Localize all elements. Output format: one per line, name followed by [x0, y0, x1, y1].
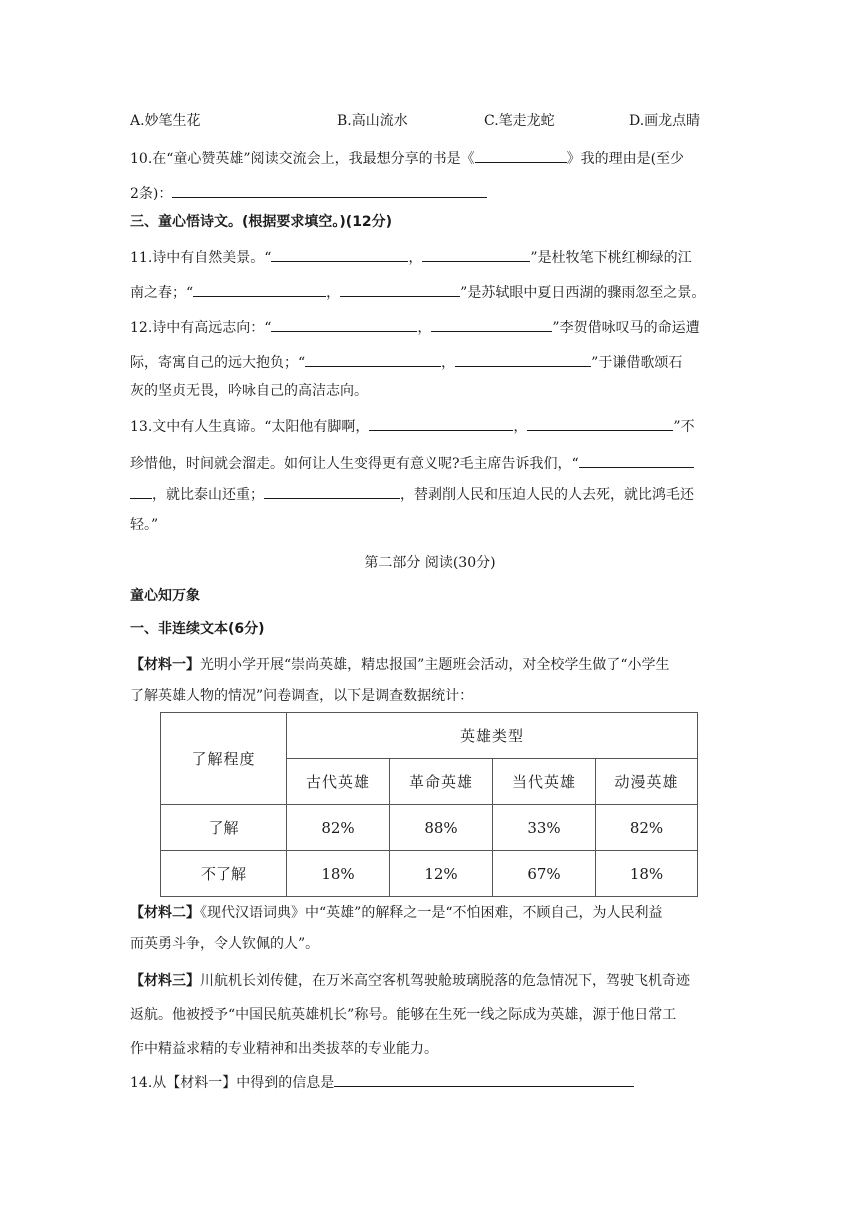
q12-line2 — [130, 351, 682, 373]
q12-text-pre2: 际，寄寓自己的远大抱负；“ — [130, 355, 306, 371]
option-d: D.画龙点睛 — [629, 113, 701, 129]
column-header: 古代英雄 — [287, 759, 390, 805]
q11-line1 — [130, 246, 692, 268]
part2-title: 第二部分 阅读(30分) — [364, 555, 496, 571]
material3-line2: 返航。他被授予“中国民航英雄机长”称号。能够在生死一线之际成为英雄，源于他日常工 — [130, 1007, 677, 1023]
q11-text-pre2: 南之春；“ — [130, 285, 194, 301]
q10-line1 — [130, 147, 684, 169]
q12-text-pre: 12.诗中有高远志向：“ — [130, 320, 272, 336]
q13-text-3b: ，替剥削人民和压迫人民的人去死，就比鸿毛还 — [400, 487, 694, 503]
q13-blank-2[interactable] — [527, 415, 673, 431]
material1-tag: 【材料一】 — [130, 657, 200, 673]
q14-answer-blank[interactable] — [334, 1071, 634, 1087]
q13-line4: 轻。” — [130, 517, 159, 533]
q10-text-pre: 10.在“童心赞英雄”阅读交流会上，我最想分享的书是《 — [130, 151, 475, 167]
q11-text-post: ”是杜牧笔下桃红柳绿的江 — [530, 250, 692, 266]
q13-text-3a: ，就比泰山还重； — [152, 487, 264, 503]
q13-text-2: 珍惜他，时间就会溜走。如何让人生变得更有意义呢?毛主席告诉我们，“ — [130, 456, 579, 472]
table-cell: 82% — [596, 805, 698, 851]
material2-text1: 《现代汉语词典》中“英雄”的解释之一是“不怕困难，不顾自己，为人民利益 — [200, 905, 663, 921]
material3-line3: 作中精益求精的专业精神和出类拔萃的专业能力。 — [130, 1041, 438, 1057]
table-cell: 67% — [493, 851, 596, 897]
part2-subtitle: 童心知万象 — [130, 588, 200, 604]
option-c: C.笔走龙蛇 — [484, 113, 555, 129]
table-cell: 88% — [390, 805, 493, 851]
q11-text-pre: 11.诗中有自然美景。“ — [130, 250, 272, 266]
material3-tag: 【材料三】 — [130, 973, 200, 989]
q13-blank-4[interactable] — [264, 483, 400, 499]
q14-line — [130, 1071, 634, 1093]
q12-blank-1[interactable] — [271, 316, 417, 332]
table-cell: 82% — [287, 805, 390, 851]
row-label: 了解 — [161, 805, 287, 851]
material1-line2: 了解英雄人物的情况”问卷调查，以下是调查数据统计： — [130, 688, 474, 704]
option-a: A.妙笔生花 — [130, 113, 201, 129]
q11-blank-4[interactable] — [340, 281, 460, 297]
q12-comma-2: ， — [441, 355, 456, 371]
q10-line2 — [130, 182, 487, 204]
q10-text-reason: 2条)： — [130, 186, 173, 202]
material2-line1 — [130, 903, 662, 923]
material3-text1: 川航机长刘传健，在万米高空客机驾驶舱玻璃脱落的危急情况下，驾驶飞机奇迹 — [200, 973, 690, 989]
q13-blank-3a[interactable] — [579, 452, 694, 468]
table-group-header: 英雄类型 — [287, 713, 698, 759]
survey-table — [160, 712, 698, 897]
q13-blank-3b[interactable] — [130, 483, 152, 499]
q13-line1 — [130, 415, 695, 437]
table-cell: 33% — [493, 805, 596, 851]
table-cell: 18% — [596, 851, 698, 897]
q13-line2 — [130, 452, 694, 474]
material2-line2: 而英勇斗争，令人钦佩的人”。 — [130, 936, 320, 952]
table-header-row — [161, 713, 698, 759]
q12-text-post2: ”于谦借歌颂石 — [591, 355, 683, 371]
q11-blank-2[interactable] — [422, 246, 530, 262]
q13-blank-1[interactable] — [369, 415, 513, 431]
table-cell: 12% — [390, 851, 493, 897]
column-header: 革命英雄 — [390, 759, 493, 805]
material2-tag: 【材料二】 — [130, 905, 200, 921]
q11-blank-3[interactable] — [193, 281, 326, 297]
column-header: 动漫英雄 — [596, 759, 698, 805]
q12-blank-4[interactable] — [455, 351, 591, 367]
q11-comma-2: ， — [326, 285, 341, 301]
q10-reason-blank[interactable] — [172, 182, 487, 198]
section1-title: 一、非连续文本(6分) — [130, 621, 265, 637]
q12-blank-2[interactable] — [431, 316, 552, 332]
q11-line2 — [130, 281, 705, 303]
table-row — [161, 805, 698, 851]
table-row — [161, 851, 698, 897]
q11-comma-1: ， — [408, 250, 423, 266]
q13-text-post: ”不 — [673, 419, 695, 435]
q13-line3 — [130, 483, 694, 505]
material1-line1 — [130, 655, 669, 675]
q12-text-post: ”李贺借咏叹马的命运遭 — [552, 320, 700, 336]
q10-book-blank[interactable] — [475, 147, 567, 163]
row-label: 不了解 — [161, 851, 287, 897]
table-row-header: 了解程度 — [161, 713, 287, 805]
q12-line3: 灰的坚贞无畏，吟咏自己的高洁志向。 — [130, 383, 368, 399]
q10-text-post: 》我的理由是(至少 — [566, 151, 685, 167]
q13-comma: ， — [513, 419, 528, 435]
q11-blank-1[interactable] — [271, 246, 408, 262]
q12-comma-1: ， — [417, 320, 432, 336]
option-b: B.高山流水 — [337, 113, 408, 129]
q11-text-post2: ”是苏轼眼中夏日西湖的骤雨忽至之景。 — [460, 285, 706, 301]
section3-title: 三、童心悟诗文。(根据要求填空。)(12分) — [130, 214, 393, 230]
column-header: 当代英雄 — [493, 759, 596, 805]
q13-text-pre: 13.文中有人生真谛。“太阳他有脚啊， — [130, 419, 370, 435]
q14-text: 14.从【材料一】中得到的信息是 — [130, 1075, 335, 1091]
material3-line1 — [130, 971, 690, 991]
q12-line1 — [130, 316, 700, 338]
q12-blank-3[interactable] — [305, 351, 441, 367]
material1-text1: 光明小学开展“崇尚英雄，精忠报国”主题班会活动，对全校学生做了“小学生 — [200, 657, 670, 673]
table-cell: 18% — [287, 851, 390, 897]
